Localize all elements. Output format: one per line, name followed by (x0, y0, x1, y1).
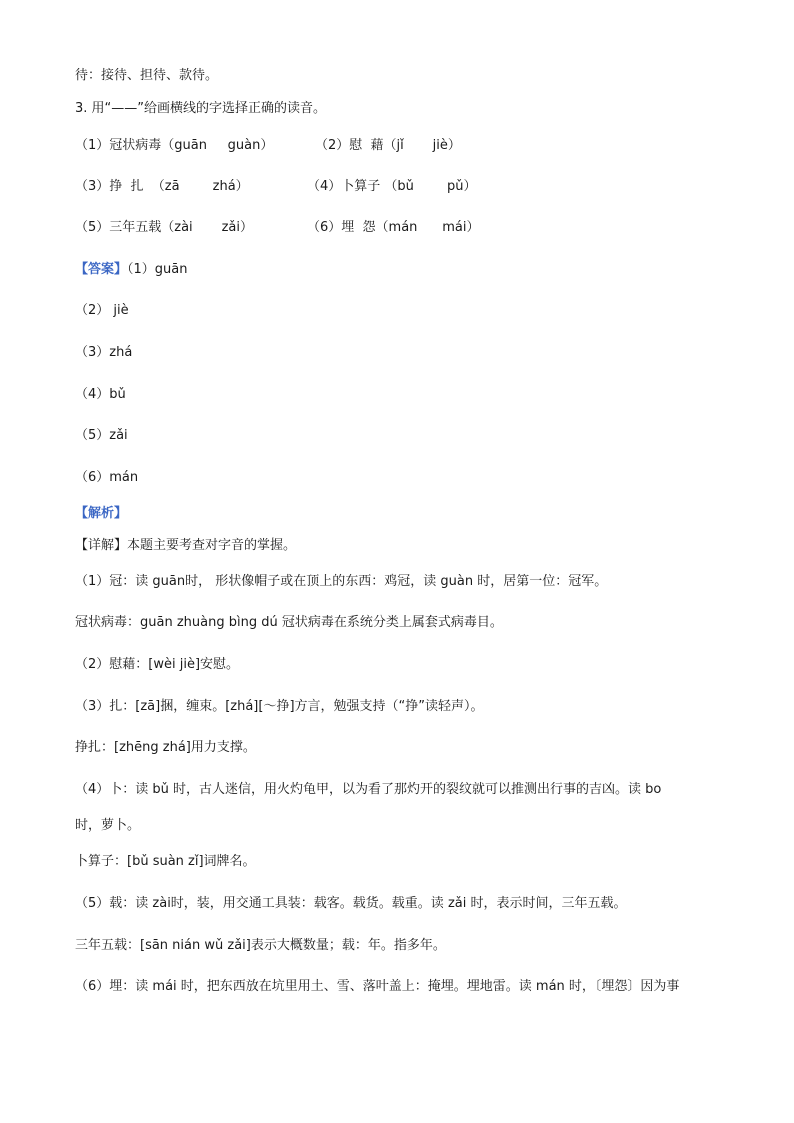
analysis-line: （6）埋：读 mái 时，把东西放在坑里用土、雪、落叶盖上：掩埋。埋地雷。读 mán 时，〔埋怨〕因为事 (75, 979, 680, 994)
answer-first-line (75, 261, 187, 279)
detail-line (75, 537, 296, 555)
answer-item: （3）zhá (75, 345, 133, 360)
answer-item: （4）bǔ (75, 387, 126, 402)
analysis-line: 卜算子：[bǔ suàn zǐ]词牌名。 (75, 854, 256, 869)
answer-item: （2） jiè (75, 303, 129, 318)
question-item: （6）埋 怨（mán mái） (307, 220, 480, 235)
detail-label: 【详解】 (75, 538, 128, 553)
answer-item: （1）guān (127, 262, 188, 277)
question-title: 3. 用“——”给画横线的字选择正确的读音。 (75, 101, 327, 116)
question-item: （2）慰 藉（jǐ jiè） (315, 138, 461, 153)
analysis-line: （5）载：读 zài时，装，用交通工具装：载客。载货。载重。读 zǎi 时，表示时间，三年五载。 (75, 896, 627, 911)
detail-text: 本题主要考查对字音的掌握。 (127, 538, 297, 553)
analysis-line: （3）扎：[zā]捆，缠束。[zhá][～挣]方言，勉强支持（“挣”读轻声）。 (75, 699, 484, 714)
analysis-line: （2）慰藉：[wèi jiè]安慰。 (75, 657, 240, 672)
analysis-line: 挣扎：[zhēng zhá]用力支撑。 (75, 740, 256, 755)
question-item: （5）三年五载（zài zǎi） (75, 220, 254, 235)
analysis-line: 冠状病毒：guān zhuàng bìng dú 冠状病毒在系统分类上属套式病毒目。 (75, 615, 503, 630)
question-item: （3）挣 扎 （zā zhá） (75, 179, 249, 194)
analysis-line: 三年五载：[sān nián wǔ zǎi]表示大概数量；载：年。指多年。 (75, 938, 446, 953)
analysis-line: （1）冠：读 guān时， 形状像帽子或在顶上的东西：鸡冠，读 guàn 时，居第一位：冠军。 (75, 574, 608, 589)
question-item: （4）卜算子 （bǔ pǔ） (307, 179, 477, 194)
answer-item: （6）mán (75, 470, 139, 485)
analysis-line: 时，萝卜。 (75, 818, 141, 833)
answer-label: 【答案】 (75, 262, 128, 277)
analysis-line: （4）卜：读 bǔ 时，古人迷信，用火灼龟甲，以为看了那灼开的裂纹就可以推测出行事的吉凶。读 bo (75, 782, 662, 797)
question-item: （1）冠状病毒（guān guàn） (75, 138, 274, 153)
analysis-label: 【解析】 (75, 506, 128, 521)
intro-line: 待：接待、担待、款待。 (75, 68, 219, 83)
answer-item: （5）zǎi (75, 428, 128, 443)
